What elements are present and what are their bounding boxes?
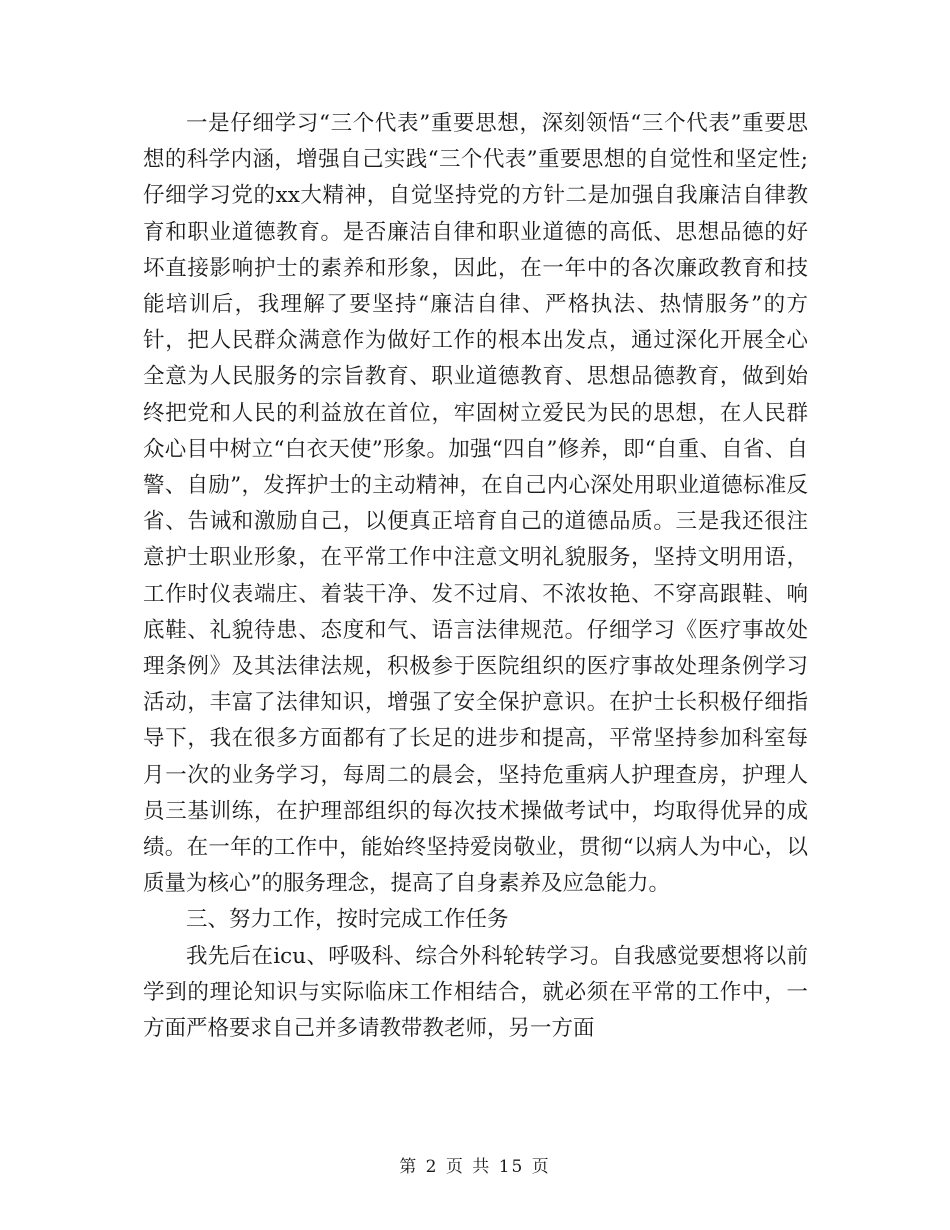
- paragraph-2: 我先后在icu、呼吸科、综合外科轮转学习。自我感觉要想将以前学到的理论知识与实际临床工作相结合，就必须在平常的工作中，一方面严格要求自己并多请教带教老师，另一方面: [143, 943, 808, 1042]
- page-footer: 第 2 页 共 15 页: [399, 1157, 551, 1177]
- body-text: [143, 106, 808, 1047]
- section-heading: 三、努力工作，按时完成工作任务: [186, 907, 509, 933]
- paragraph-1: 一是仔细学习“三个代表”重要思想，深刻领悟“三个代表”重要思想的科学内涵，增强自己实践“三个代表”重要思想的自觉性和坚定性;仔细学习党的xx大精神，自觉坚持党的方针二是加强自我廉洁自律教育和职业道德教育。是否廉洁自律和职业道德的高低、思想品德的好坏直接影响护士的素养和形象，因此，在一年中的各次廉政教育和技能培训后，我理解了要坚持“廉洁自律、严格执法、热情服务”的方针，把人民群众满意作为做好工作的根本出发点，通过深化开展全心全意为人民服务的宗旨教育、职业道德教育、思想品德教育，做到始终把党和人民的利益放在首位，牢固树立爱民为民的思想，在人民群众心目中树立“白衣天使”形象。加强“四自”修养，即“自重、自省、自警、自励”，发挥护士的主动精神，在自己内心深处用职业道德标准反省、告诫和激励自己，以便真正培育自己的道德品质。三是我还很注意护士职业形象，在平常工作中注意文明礼貌服务，坚持文明用语，工作时仪表端庄、着装干净、发不过肩、不浓妆艳、不穿高跟鞋、响底鞋、礼貌待患、态度和气、语言法律规范。仔细学习《医疗事故处理条例》及其法律法规，积极参于医院组织的医疗事故处理条例学习活动，丰富了法律知识，增强了安全保护意识。在护士长积极仔细指导下，我在很多方面都有了长足的进步和提高，平常坚持参加科室每月一次的业务学习，每周二的晨会，坚持危重病人护理查房，护理人员三基训练，在护理部组织的每次技术操做考试中，均取得优异的成绩。在一年的工作中，能始终坚持爱岗敬业，贯彻“以病人为中心，以质量为核心”的服务理念，提高了自身素养及应急能力。: [143, 111, 808, 897]
